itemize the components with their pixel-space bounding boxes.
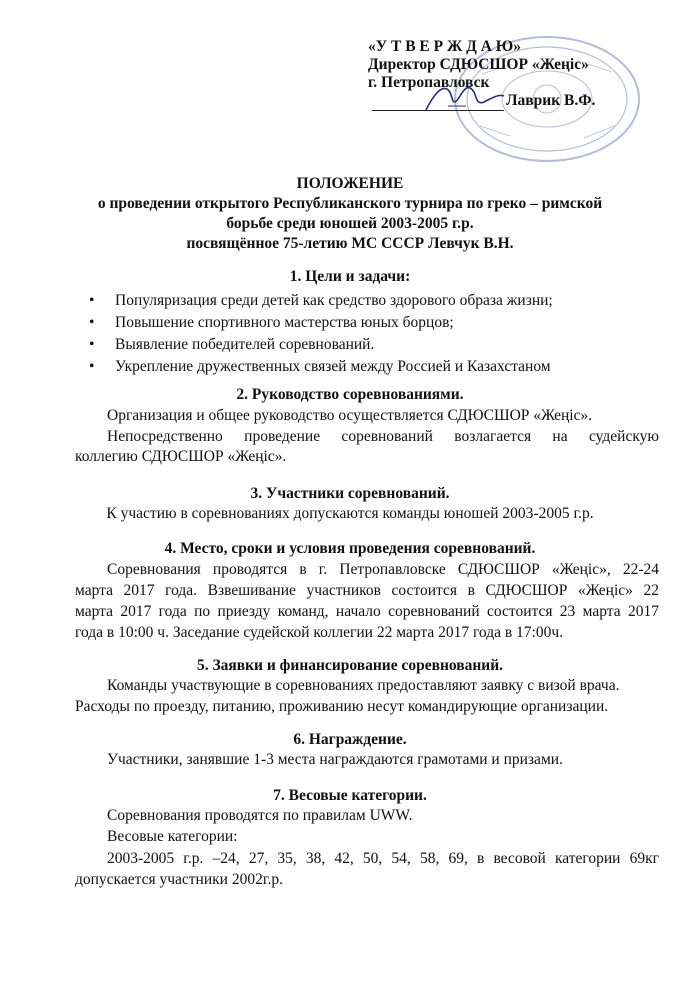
title-line-2: борьбе среди юношей 2003-2005 г.р. bbox=[226, 215, 474, 232]
signature-line bbox=[372, 110, 504, 111]
section-4-line-3: марта 2017 года по приезду команд, начало соревнований состоится 23 марта 2017 bbox=[75, 603, 659, 620]
section-5-heading: 5. Заявки и финансирование соревнований. bbox=[196, 657, 504, 674]
section-3-paragraph: К участию в соревнованиях допускаются команды юношей 2003-2005 г.р. bbox=[106, 505, 594, 522]
bullet-icon: • bbox=[89, 336, 95, 353]
title-line-1: о проведении открытого Республиканского турнира по греко – римской bbox=[97, 195, 603, 212]
section-6-heading: 6. Награждение. bbox=[293, 731, 407, 748]
section-5-line-2: Расходы по проезду, питанию, проживанию несут командирующие организации. bbox=[75, 698, 609, 715]
section-1-heading: 1. Цели и задачи: bbox=[289, 268, 411, 285]
section-7-paragraph-3-line-2: допускается участники 2002г.р. bbox=[75, 871, 283, 888]
approval-city: г. Петропавловск bbox=[368, 74, 490, 91]
approval-name: Лаврик В.Ф. bbox=[506, 92, 596, 109]
section-4-heading: 4. Место, сроки и условия проведения соревнований. bbox=[164, 540, 536, 557]
list-item: • Повышение спортивного мастерства юных борцов; bbox=[75, 312, 553, 334]
bullet-icon: • bbox=[89, 314, 95, 331]
bullet-icon: • bbox=[89, 358, 95, 375]
section-6-paragraph: Участники, занявшие 1-3 места награждаются грамотами и призами. bbox=[107, 751, 563, 768]
list-item: • Популяризация среди детей как средство здорового образа жизни; bbox=[75, 290, 553, 312]
section-7-heading: 7. Весовые категории. bbox=[273, 787, 427, 804]
section-7-paragraph-1: Соревнования проводятся по правилам UWW. bbox=[107, 807, 413, 824]
section-3-heading: 3. Участники соревнований. bbox=[250, 485, 450, 502]
list-item: • Выявление победителей соревнований. bbox=[75, 334, 553, 356]
section-2-heading: 2. Руководство соревнованиями. bbox=[236, 386, 464, 403]
goals-list bbox=[75, 290, 553, 378]
section-4-line-2: марта 2017 года. Взвешивание участников состоится в СДЮСШОР «Жеңіс» 22 bbox=[75, 582, 659, 599]
title-heading: ПОЛОЖЕНИЕ bbox=[296, 175, 404, 192]
section-7-paragraph-2: Весовые категории: bbox=[107, 828, 238, 845]
section-7-paragraph-3-line-1: 2003-2005 г.р. –24, 27, 35, 38, 42, 50, 54, 58, 69, в весовой категории 69кг bbox=[107, 850, 659, 867]
section-4-line-4: года в 10:00 ч. Заседание судейской коллегии 22 марта 2017 года в 17:00ч. bbox=[75, 624, 564, 641]
approval-title: «У Т В Е Р Ж Д А Ю» bbox=[368, 38, 521, 55]
section-2-paragraph-1: Организация и общее руководство осуществляется СДЮСШОР «Жеңіс». bbox=[107, 407, 593, 424]
approval-block bbox=[368, 38, 589, 92]
section-4-line-1: Соревнования проводятся в г. Петропавловске СДЮСШОР «Жеңіс», 22-24 bbox=[107, 561, 659, 578]
approval-position: Директор СДЮСШОР «Жеңіс» bbox=[368, 56, 589, 73]
section-5-line-1: Команды участвующие в соревнованиях предоставляют заявку с визой врача. bbox=[107, 677, 620, 694]
title-line-3: посвящённое 75-летию МС СССР Левчук В.Н. bbox=[186, 235, 514, 252]
bullet-icon: • bbox=[89, 292, 95, 309]
list-item: • Укрепление дружественных связей между Россией и Казахстаном bbox=[75, 356, 553, 378]
document-title bbox=[0, 174, 700, 254]
section-2-paragraph-2-line-2: коллегию СДЮСШОР «Жеңіс». bbox=[75, 448, 287, 465]
section-2-paragraph-2-line-1: Непосредственно проведение соревнований возлагается на судейскую bbox=[107, 428, 659, 445]
